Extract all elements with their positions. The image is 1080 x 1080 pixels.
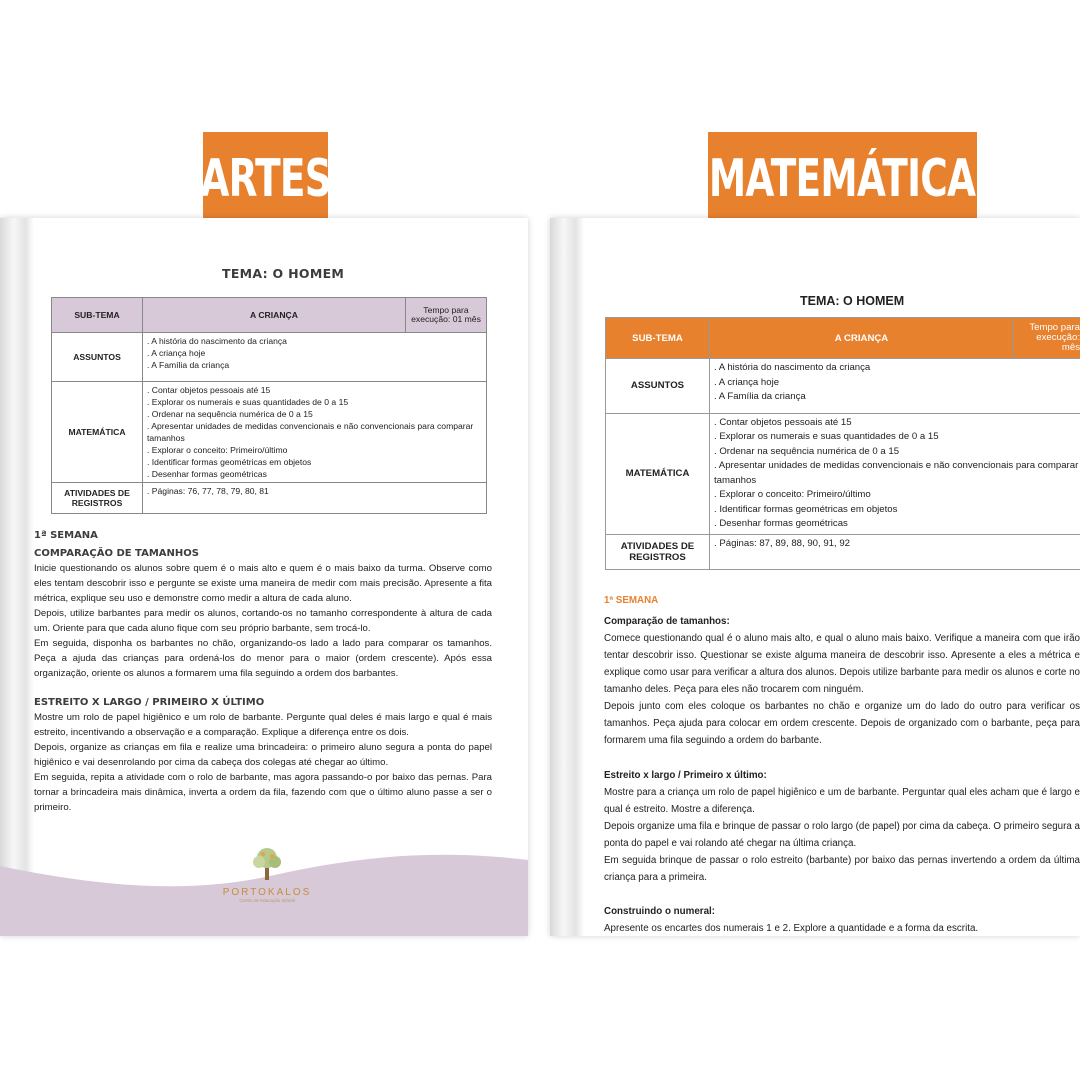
list-item: . Identificar formas geométricas em objetos — [147, 457, 312, 467]
portokalos-logo — [222, 846, 312, 903]
semana-heading: 1ª SEMANA — [34, 530, 98, 541]
paragraph: Depois, organize as crianças em fila e realize uma brincadeira: o primeiro aluno segura a ponta do papel higiênico e vai desenrolando por cima da cabeça dos colegas até chegar ao último. — [34, 742, 492, 768]
list-item: . Ordenar na sequência numérica de 0 a 15 — [147, 409, 313, 419]
tempo-header: Tempo para execução: 01 mês — [406, 298, 487, 333]
list-item: . Identificar formas geométricas em objetos — [714, 503, 898, 515]
list-item: . A Família da criança — [714, 391, 806, 402]
list-item: . Contar objetos pessoais até 15 — [714, 416, 852, 428]
list-item: . Páginas: 76, 77, 78, 79, 80, 81 — [147, 486, 269, 496]
paragraph: Comece questionando qual é o aluno mais alto, e qual o aluno mais baixo. Verifique a maneira com que irão tentar descobrir isso. Questionar se existe alguma maneira de descobrir isso. Apresente a eles a métrica e explique como usar para verificar a altura dos alunos. Depois utilize barbante para medir os alunos e corte no tamanho deles. Peça para eles não trocarem com ninguém. — [604, 633, 1080, 695]
paragraph: Depois, utilize barbantes para medir os alunos, cortando-os no tamanho correspondente à altura de cada um. Oriente para que cada aluno fique com seu próprio barbante, sem trocá-lo. — [34, 608, 492, 634]
paragraph: Mostre para a criança um rolo de papel higiênico e um de barbante. Perguntar qual eles acham que é largo e qual é estreito. Mostre a diferença. — [604, 787, 1080, 815]
logo-name: PORTOKALOS — [222, 887, 312, 898]
matematica-label: MATEMÁTICA — [606, 413, 710, 534]
sub-tema-header: SUB-TEMA — [606, 318, 710, 359]
paragraph: Em seguida brinque de passar o rolo estreito (barbante) por baixo das pernas invertendo a ordem da última criança para a primeira. — [604, 855, 1080, 883]
crianca-header: A CRIANÇA — [710, 318, 1014, 359]
right-lesson-text — [604, 592, 1080, 936]
page-title: TEMA: O HOMEM — [800, 294, 905, 308]
list-item: . Explorar os numerais e suas quantidades de 0 a 15 — [714, 431, 939, 442]
list-item: . A história do nascimento da criança — [147, 336, 287, 346]
atividades-pages — [143, 483, 487, 514]
atividades-pages — [710, 534, 1080, 569]
matematica-list — [143, 382, 487, 483]
assuntos-label: ASSUNTOS — [606, 359, 710, 414]
matematica-list — [710, 413, 1080, 534]
tree-icon — [247, 846, 287, 882]
assuntos-label: ASSUNTOS — [52, 333, 143, 382]
paragraph: Apresente os encartes dos numerais 1 e 2. Explore a quantidade e a forma da escrita. — [604, 923, 979, 934]
page-title: TEMA: O HOMEM — [222, 266, 345, 281]
assuntos-list — [143, 333, 487, 382]
atividades-label: ATIVIDADES DE REGISTROS — [606, 534, 710, 569]
list-item: . Explorar os numerais e suas quantidades de 0 a 15 — [147, 397, 349, 407]
atividades-label: ATIVIDADES DE REGISTROS — [52, 483, 143, 514]
book-spine — [550, 218, 584, 936]
paragraph: Em seguida, disponha os barbantes no chão, organizando-os lado a lado para comparar os tamanhos. Peça a ajuda das crianças para ordená-los do menor para o maior (ordem crescente). Após essa organização, oriente os alunos a formarem uma fila seguindo a ordem dos barbantes. — [34, 638, 492, 679]
paragraph: Inicie questionando os alunos sobre quem é o mais alto e quem é o mais baixo da turma. Observe como eles tentam descobrir isso e pergunte se existe uma maneira de medir com mais precisão. Apresente a fita métrica, explique seu uso e demonstre como medir a altura de cada aluno. — [34, 563, 492, 604]
assuntos-list — [710, 359, 1080, 414]
artes-book-page — [0, 218, 528, 936]
list-item: . Apresentar unidades de medidas convencionais e não convencionais para comparar tamanhos — [147, 421, 474, 443]
semana-heading: 1ª SEMANA — [604, 595, 659, 606]
estreito-heading: ESTREITO X LARGO / PRIMEIRO X ÚLTIMO — [34, 697, 265, 708]
artes-banner: ARTES — [203, 132, 328, 226]
paragraph: Em seguida, repita a atividade com o rolo de barbante, mas agora passando-o por baixo das pernas. Para tornar a brincadeira mais dinâmica, inverta a ordem da fila, fazendo com que o último aluno passe a ser o primeiro. — [34, 772, 492, 813]
list-item: . A Família da criança — [147, 360, 230, 370]
left-lesson-text — [34, 528, 492, 815]
logo-subtitle: Centro de Educação Infantil — [239, 898, 295, 903]
estreito-heading: Estreito x largo / Primeiro x último: — [604, 770, 767, 781]
list-item: . Apresentar unidades de medidas convencionais e não convencionais para comparar tamanhos — [714, 460, 1079, 486]
list-item: . A criança hoje — [714, 376, 780, 388]
paragraph: Mostre um rolo de papel higiênico e um rolo de barbante. Pergunte qual deles é mais largo e qual é mais estreito, incentivando a observação e a comparação. Explique a diferença entre os dois. — [34, 712, 492, 738]
crianca-header: A CRIANÇA — [143, 298, 406, 333]
matematica-banner: MATEMÁTICA — [708, 132, 977, 226]
paragraph: Depois junto com eles coloque os barbantes no chão e organize um do lado do outro para verificar os tamanhos. Peça ajuda para colocar em ordem crescente. Depois de organizado com o barbante, peça para formarem uma fila seguindo a ordem do barbante. — [604, 701, 1080, 746]
list-item: . A história do nascimento da criança — [714, 362, 871, 373]
list-item: . Desenhar formas geométricas — [714, 518, 848, 529]
sub-tema-header: SUB-TEMA — [52, 298, 143, 333]
plan-table — [51, 297, 487, 514]
comparacao-heading: COMPARAÇÃO DE TAMANHOS — [34, 548, 199, 559]
list-item: . Contar objetos pessoais até 15 — [147, 385, 271, 395]
list-item: . Páginas: 87, 89, 88, 90, 91, 92 — [714, 537, 851, 549]
list-item: . Explorar o conceito: Primeiro/último — [147, 445, 288, 455]
list-item: . Desenhar formas geométricas — [147, 469, 267, 479]
book-spine — [0, 218, 34, 936]
list-item: . A criança hoje — [147, 348, 206, 358]
matematica-label: MATEMÁTICA — [52, 382, 143, 483]
comparacao-heading: Comparação de tamanhos: — [604, 616, 730, 627]
paragraph: Depois organize uma fila e brinque de passar o rolo largo (de papel) por cima da cabeça. O primeiro segura a ponta do papel e vai rolando até chegar na última criança. — [604, 821, 1080, 849]
tempo-header: Tempo para execução: mês — [1014, 318, 1080, 359]
list-item: . Explorar o conceito: Primeiro/último — [714, 489, 871, 500]
construindo-heading: Construindo o numeral: — [604, 906, 716, 917]
matematica-book-page — [550, 218, 1080, 936]
plan-table — [605, 317, 1080, 570]
list-item: . Ordenar na sequência numérica de 0 a 15 — [714, 445, 900, 457]
